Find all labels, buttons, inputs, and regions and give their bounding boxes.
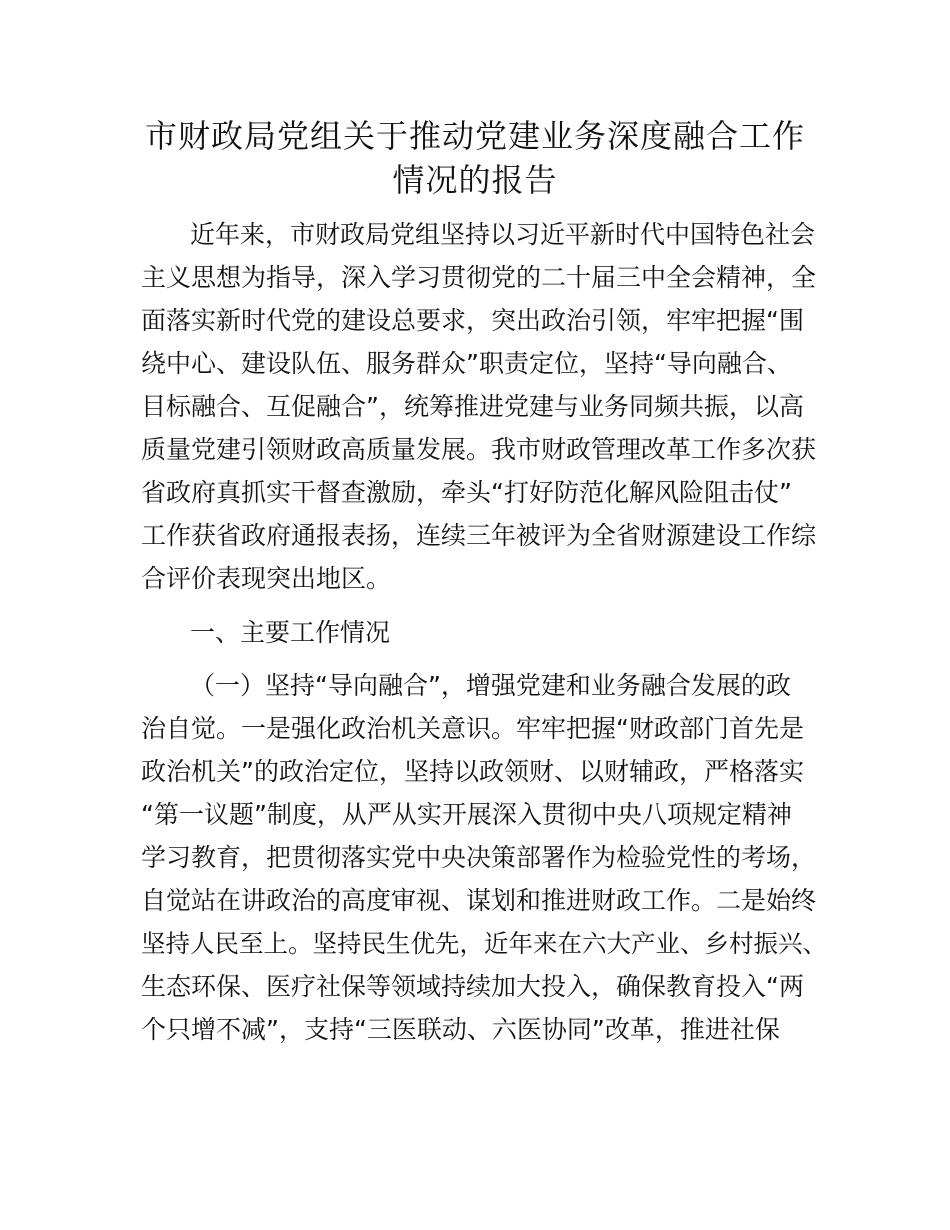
body-text-line: 合评价表现突出地区。 bbox=[141, 564, 392, 593]
body-text-line: 近年来，市财政局党组坚持以习近平新时代中国特色社会 bbox=[190, 220, 816, 249]
body-text-line: 省政府真抓实干督查激励，牵头“打好防范化解风险阻击仗” bbox=[141, 478, 792, 507]
section-heading: 一、主要工作情况 bbox=[190, 618, 391, 647]
body-text-line: 政治机关”的政治定位，坚持以政领财、以财辅政，严格落实 bbox=[141, 757, 804, 786]
body-text-line: 生态环保、医疗社保等领域持续加大投入，确保教育投入“两 bbox=[141, 972, 804, 1001]
document-title-line-1: 市财政局党组关于推动党建业务深度融合工作 bbox=[144, 117, 805, 155]
body-text-line: 学习教育，把贯彻落实党中央决策部署作为检验党性的考场， bbox=[141, 843, 817, 872]
body-text-line: 面落实新时代党的建设总要求，突出政治引领，牢牢把握“围 bbox=[141, 306, 804, 335]
body-text-line: 绕中心、建设队伍、服务群众”职责定位，坚持“导向融合、 bbox=[141, 349, 792, 378]
subsection-heading-line: （一）坚持“导向融合”，增强党建和业务融合发展的政 bbox=[190, 671, 791, 700]
body-text-line: 自觉站在讲政治的高度审视、谋划和推进财政工作。二是始终 bbox=[141, 886, 817, 915]
body-text-line: 质量党建引领财政高质量发展。我市财政管理改革工作多次获 bbox=[141, 435, 817, 464]
body-text-line: 工作获省政府通报表扬，连续三年被评为全省财源建设工作综 bbox=[141, 521, 817, 550]
body-text-line: 治自觉。一是强化政治机关意识。牢牢把握“财政部门首先是 bbox=[141, 714, 804, 743]
document-title-line-2: 情况的报告 bbox=[392, 161, 558, 199]
body-text-line: “第一议题”制度，从严从实开展深入贯彻中央八项规定精神 bbox=[141, 800, 792, 829]
body-text-line: 主义思想为指导，深入学习贯彻党的二十届三中全会精神，全 bbox=[141, 263, 817, 292]
body-text-line: 目标融合、互促融合”，统筹推进党建与业务同频共振，以高 bbox=[141, 392, 804, 421]
body-text-line: 个只增不减”，支持“三医联动、六医协同”改革，推进社保 bbox=[141, 1015, 780, 1044]
body-text-line: 坚持人民至上。坚持民生优先，近年来在六大产业、乡村振兴、 bbox=[141, 929, 827, 958]
